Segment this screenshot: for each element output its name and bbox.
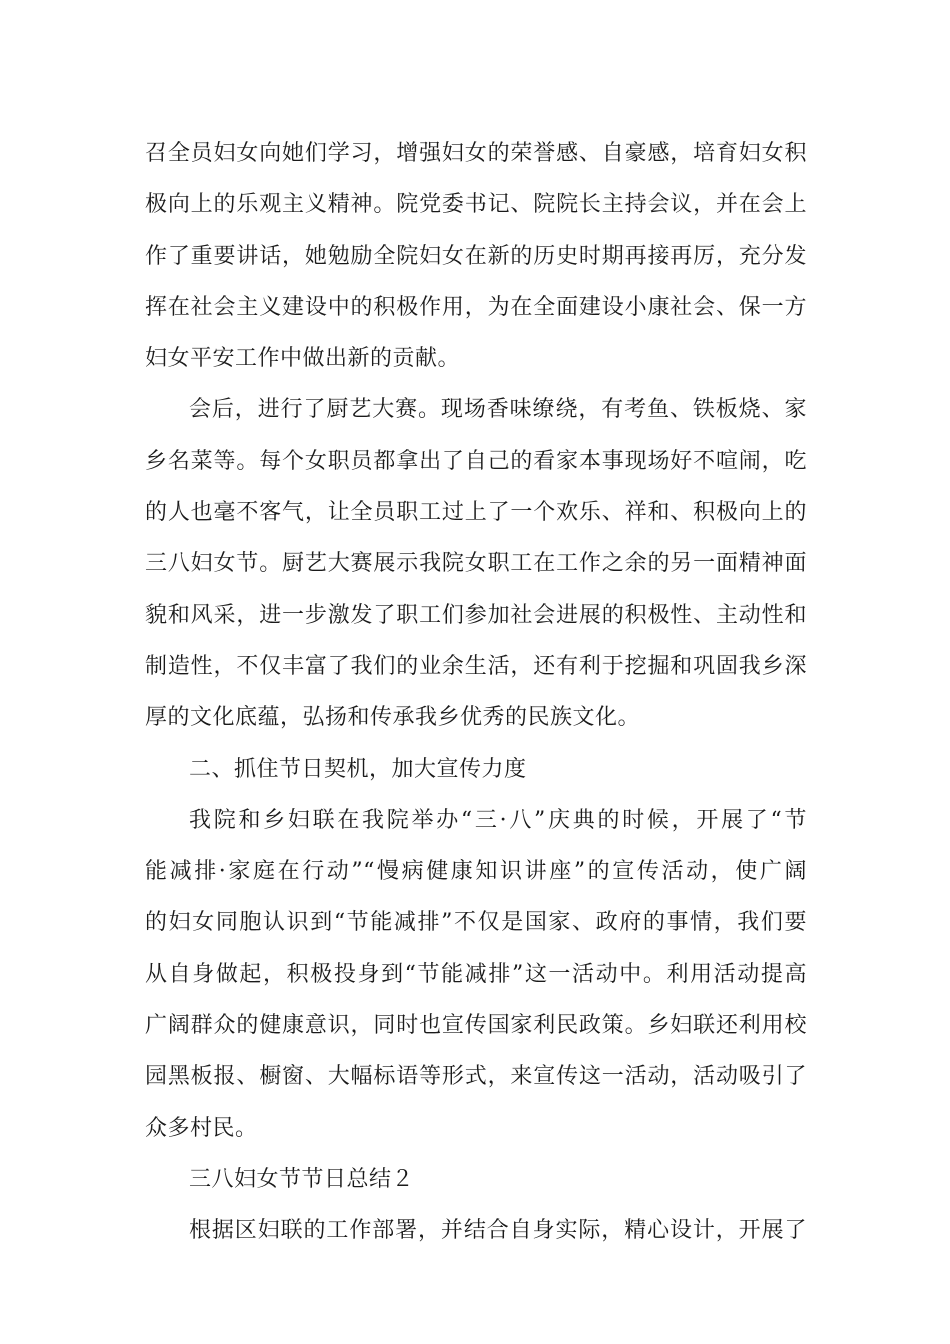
text-line: 的妇女同胞认识到“节能减排”不仅是国家、政府的事情，我们要	[145, 910, 807, 936]
text-line: 三八妇女节节日总结２	[189, 1166, 415, 1192]
text-line: 会后，进行了厨艺大赛。现场香味缭绕，有考鱼、铁板烧、家	[189, 397, 807, 423]
text-line: 极向上的乐观主义精神。院党委书记、院院长主持会议，并在会上	[145, 192, 807, 218]
text-line: 妇女平安工作中做出新的贡献。	[145, 346, 461, 372]
text-line: 我院和乡妇联在我院举办“三·八”庆典的时候，开展了“节	[189, 807, 807, 833]
text-line: 园黑板报、橱窗、大幅标语等形式，来宣传这一活动，活动吸引了	[145, 1064, 807, 1090]
text-line: 乡名菜等。每个女职员都拿出了自己的看家本事现场好不喧闹，吃	[145, 448, 807, 474]
text-line: 广阔群众的健康意识，同时也宣传国家利民政策。乡妇联还利用校	[145, 1013, 807, 1039]
text-line: 根据区妇联的工作部署，并结合自身实际，精心设计，开展了	[189, 1218, 807, 1244]
text-line: 三八妇女节。厨艺大赛展示我院女职工在工作之余的另一面精神面	[145, 551, 807, 577]
text-line: 二、抓住节日契机，加大宣传力度	[189, 756, 527, 782]
text-line: 召全员妇女向她们学习，增强妇女的荣誉感、自豪感，培育妇女积	[145, 141, 807, 166]
text-line: 的人也毫不客气，让全员职工过上了一个欢乐、祥和、积极向上的	[145, 500, 807, 526]
text-line: 挥在社会主义建设中的积极作用，为在全面建设小康社会、保一方	[145, 294, 807, 320]
text-line: 制造性，不仅丰富了我们的业余生活，还有利于挖掘和巩固我乡深	[145, 653, 807, 679]
text-line: 厚的文化底蕴，弘扬和传承我乡优秀的民族文化。	[145, 705, 641, 731]
text-line: 从自身做起，积极投身到“节能减排”这一活动中。利用活动提高	[145, 961, 807, 987]
text-line: 众多村民。	[145, 1115, 258, 1141]
document-body	[145, 128, 807, 1257]
text-line: 能减排·家庭在行动”“慢病健康知识讲座”的宣传活动，使广阔	[145, 859, 807, 885]
text-line: 作了重要讲话，她勉励全院妇女在新的历史时期再接再厉，充分发	[145, 243, 807, 269]
text-line: 貌和风采，进一步激发了职工们参加社会进展的积极性、主动性和	[145, 602, 807, 628]
